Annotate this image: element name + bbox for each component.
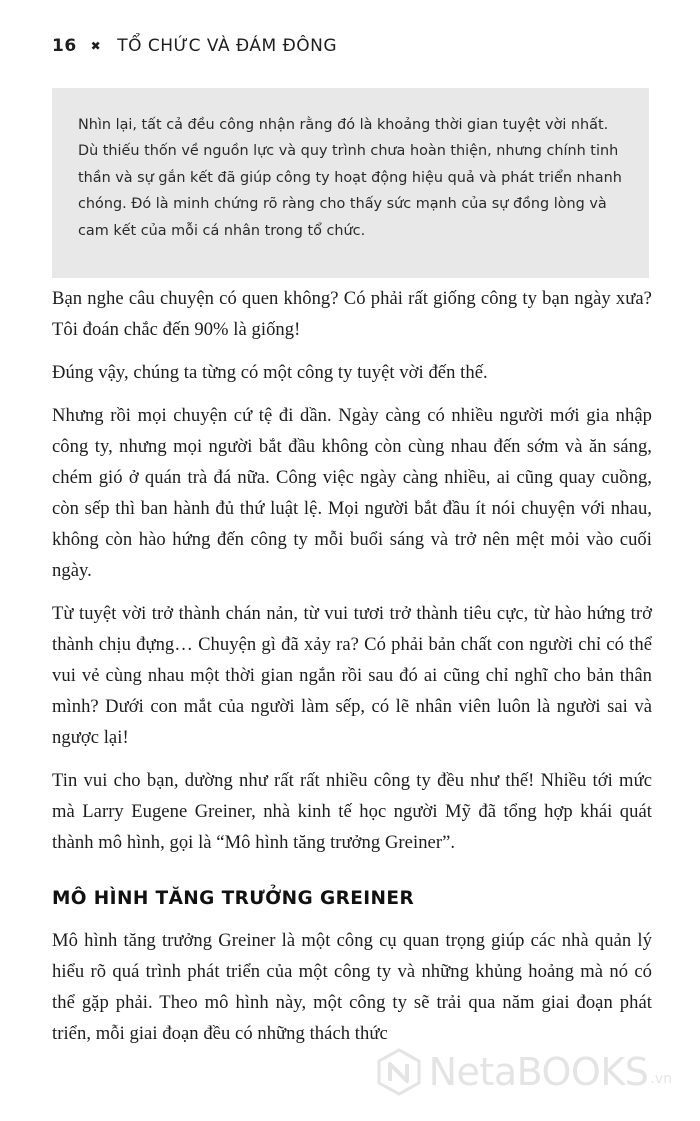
paragraph: Nhưng rồi mọi chuyện cứ tệ đi dần. Ngày càng có nhiều người mới gia nhập công ty, nhưng mọi người bắt đầu không còn cùng nhau đến sớm và ăn sáng, chém gió ở quán trà đá nữa. Công việc ngày càng nhiều, ai cũng quay cuồng, còn sếp thì ban hành đủ thứ luật lệ. Mọi người bắt đầu ít nói chuyện với nhau, không còn hào hứng đến công ty mỗi buổi sáng và trở nên mệt mỏi vào cuối ngày.	[52, 405, 652, 581]
body-text	[52, 283, 652, 1061]
section-heading: MÔ HÌNH TĂNG TRƯỞNG GREINER	[52, 888, 415, 909]
watermark	[375, 1048, 672, 1096]
section-paragraph: Mô hình tăng trưởng Greiner là một công cụ quan trọng giúp các nhà quản lý hiểu rõ quá trình phát triển của một công ty và những khủng hoảng mà nó có thể gặp phải. Theo mô hình này, một công ty sẽ trải qua năm giai đoạn phát triển, mỗi giai đoạn đều có những thách thức	[52, 930, 652, 1044]
running-header	[52, 36, 337, 56]
chapter-title: TỔ CHỨC VÀ ĐÁM ĐÔNG	[117, 36, 338, 56]
header-separator-icon: ✖	[90, 39, 102, 53]
watermark-suffix: .vn	[650, 1071, 672, 1087]
watermark-text: NetaBOOKS	[428, 1050, 649, 1094]
paragraph: Từ tuyệt vời trở thành chán nản, từ vui tươi trở thành tiêu cực, từ hào hứng trở thành chịu đựng… Chuyện gì đã xảy ra? Có phải bản chất con người chỉ có thể vui vẻ cùng nhau một thời gian ngắn rồi sau đó ai cũng chỉ nghĩ cho bản thân mình? Dưới con mắt của người làm sếp, có lẽ nhân viên luôn là người sai và ngược lại!	[52, 603, 652, 748]
page-number: 16	[52, 36, 77, 56]
quote-text: Nhìn lại, tất cả đều công nhận rằng đó là khoảng thời gian tuyệt vời nhất. Dù thiếu thốn về nguồn lực và quy trình chưa hoàn thiện, nhưng chính tinh thần và sự gắn kết đã giúp công ty hoạt động hiệu quả và phát triển nhanh chóng. Đó là minh chứng rõ ràng cho thấy sức mạnh của sự đồng lòng và cam kết của mỗi cá nhân trong tổ chức.	[78, 117, 622, 239]
paragraph: Tin vui cho bạn, dường như rất rất nhiều công ty đều như thế! Nhiều tới mức mà Larry Eugene Greiner, nhà kinh tế học người Mỹ đã tổng hợp khái quát thành mô hình, gọi là “Mô hình tăng trưởng Greiner”.	[52, 770, 652, 853]
netabooks-logo-icon	[375, 1048, 423, 1096]
paragraph: Đúng vậy, chúng ta từng có một công ty tuyệt vời đến thế.	[52, 362, 488, 383]
quote-box	[52, 88, 649, 278]
paragraph: Bạn nghe câu chuyện có quen không? Có phải rất giống công ty bạn ngày xưa? Tôi đoán chắc đến 90% là giống!	[52, 288, 652, 340]
